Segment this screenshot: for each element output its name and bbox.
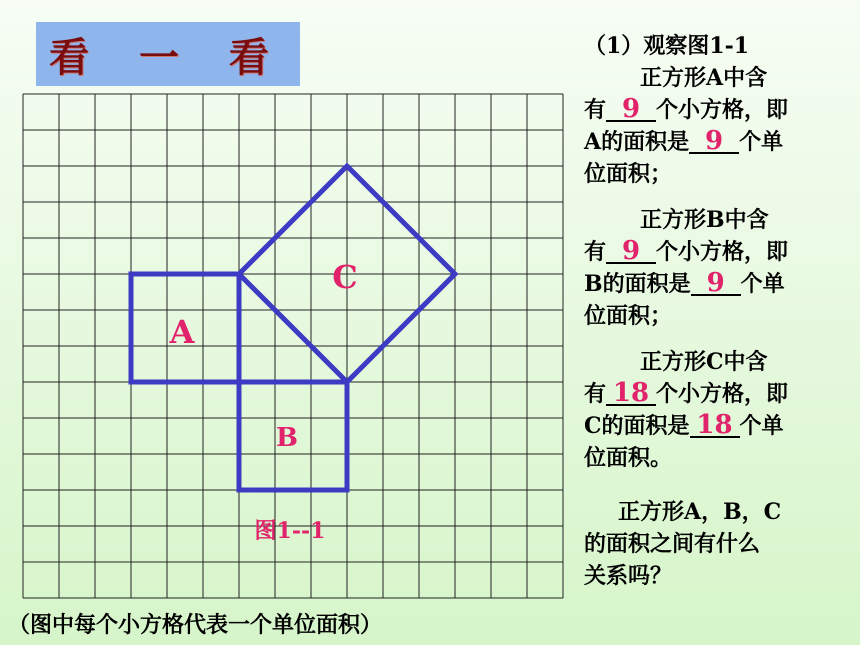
question-line2: 的面积之间有什么 xyxy=(584,531,761,557)
text-b-l3-post: 个单 xyxy=(740,271,785,297)
text-c-line4: 位面积。 xyxy=(584,445,673,471)
text-c-l2-pre: 有 xyxy=(584,381,607,407)
grid-caption: （图中每个小方格代表一个单位面积） xyxy=(8,612,383,638)
figure-label: 图1--1 xyxy=(254,518,326,544)
panel-heading: （1）观察图1-1 xyxy=(584,33,750,59)
answer-a-count: 9 xyxy=(606,98,656,122)
explanation-panel xyxy=(584,30,854,592)
question-line1: 正方形A，B，C xyxy=(618,499,782,525)
answer-b-area: 9 xyxy=(691,272,741,296)
text-a-l3-post: 个单 xyxy=(739,129,784,155)
title-text: 看 一 看 xyxy=(49,33,287,81)
text-b-l2-post: 个小方格，即 xyxy=(656,239,789,265)
text-a-line3 xyxy=(584,126,854,158)
text-b-l2-pre: 有 xyxy=(584,239,607,265)
label-a: A xyxy=(169,313,195,351)
text-c-l3-pre: C的面积是 xyxy=(584,413,690,439)
text-b-l3-pre: B的面积是 xyxy=(584,271,691,297)
question-line3: 关系吗？ xyxy=(584,563,673,589)
text-c-line2 xyxy=(584,378,854,410)
text-c-l3-post: 个单 xyxy=(739,413,784,439)
label-c: C xyxy=(332,258,358,296)
text-c-line3 xyxy=(584,410,854,442)
text-c-line1: 正方形C中含 xyxy=(640,349,768,375)
answer-c-area: 18 xyxy=(690,414,740,438)
text-b-line1: 正方形B中含 xyxy=(640,207,769,233)
text-c-l2-post: 个小方格，即 xyxy=(656,381,789,407)
label-b: B xyxy=(276,423,298,453)
text-a-line4: 位面积； xyxy=(584,161,673,187)
text-a-line2 xyxy=(584,94,854,126)
text-b-line3 xyxy=(584,268,854,300)
text-a-l2-pre: 有 xyxy=(584,97,607,123)
text-a-l3-pre: A的面积是 xyxy=(584,129,690,155)
answer-c-count: 18 xyxy=(606,382,656,406)
answer-b-count: 9 xyxy=(606,240,656,264)
text-b-line4: 位面积； xyxy=(584,303,673,329)
text-a-line1: 正方形A中含 xyxy=(640,65,768,91)
text-a-l2-post: 个小方格，即 xyxy=(656,97,789,123)
text-b-line2 xyxy=(584,236,854,268)
answer-a-area: 9 xyxy=(689,130,739,154)
